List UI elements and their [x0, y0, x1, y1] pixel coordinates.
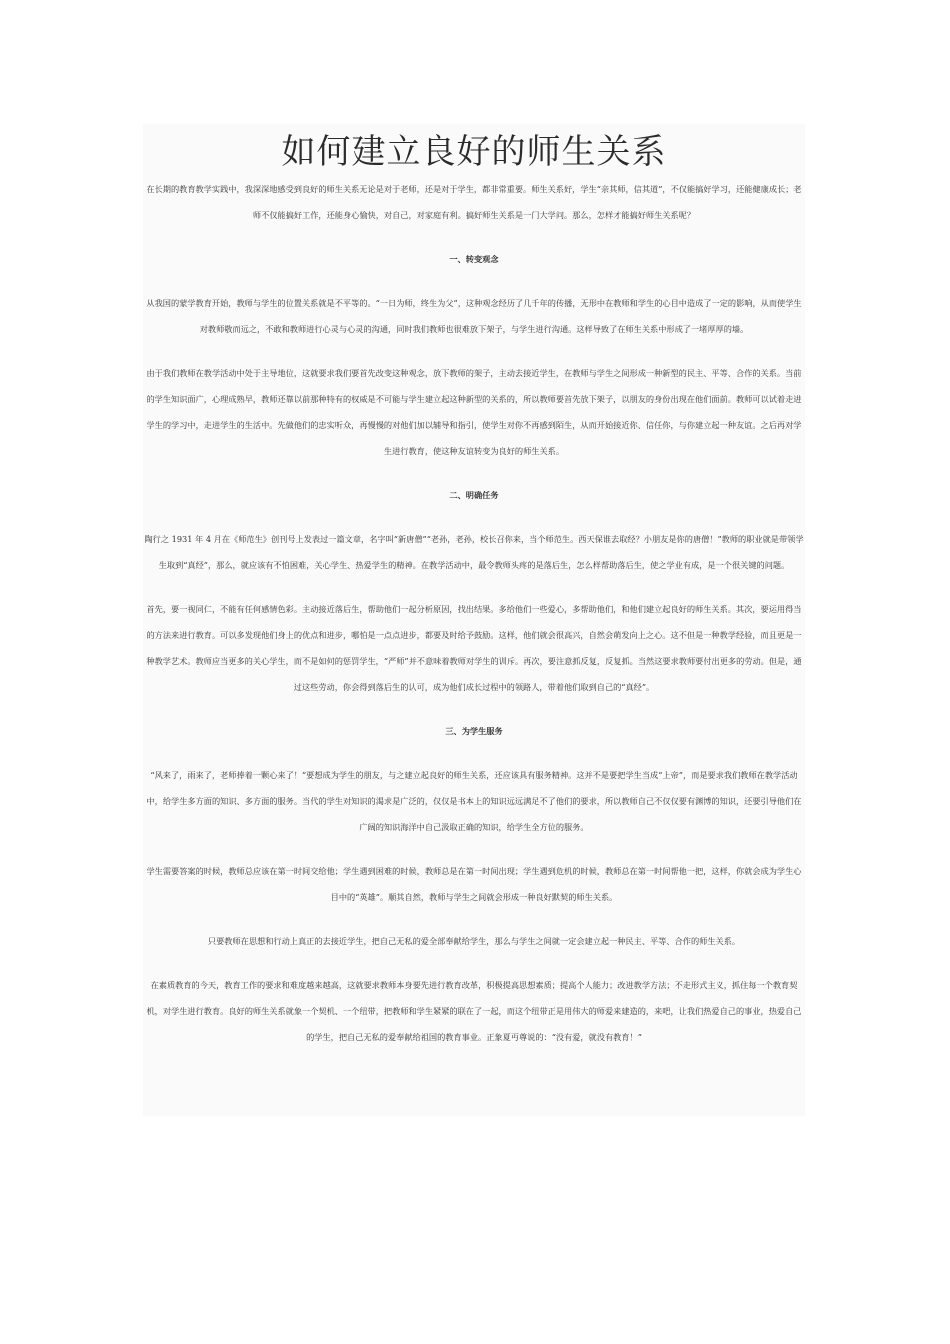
section-3-paragraph-2: 学生需要答案的时候，教师总应该在第一时间交给他；学生遇到困难的时候，教师总是在第一时间出现；学生遇到危机的时候，教师总在第一时间帮他一把，这样，你就会成为学生心目中的“英雄”。顺其自然，教师与学生之间就会形成一种良好默契的师生关系。: [146, 866, 802, 902]
section-3-paragraph-1: “风来了，雨来了，老师捧着一颗心来了！”要想成为学生的朋友，与之建立起良好的师生关系，还应该具有服务精神。这并不是要把学生当成“上帝”，而是要求我们教师在教学活动中，给学生多方面的知识、多方面的服务。当代的学生对知识的渴求是广泛的，仅仅是书本上的知识远远满足不了他们的要求，所以教师自己不仅仅要有渊博的知识，还要引导他们在广阔的知识海洋中自己汲取正确的知识，给学生全方位的服务。: [146, 770, 802, 832]
section-1-paragraph-1: 从我国的蒙学教育开始，教师与学生的位置关系就是不平等的。“一日为师，终生为父”，这种观念经历了几千年的传播，无形中在教师和学生的心目中造成了一定的影响，从而使学生对教师敬而远之，不敢和教师进行心灵与心灵的沟通，同时我们教师也很难放下架子，与学生进行沟通。这样导致了在师生关系中形成了一堵厚厚的墙。: [146, 298, 802, 334]
intro-paragraph: 在长期的教育教学实践中，我深深地感受到良好的师生关系无论是对于老师，还是对于学生，都非常重要。师生关系好，学生“亲其师，信其道”，不仅能搞好学习，还能健康成长；老师不仅能搞好工作，还能身心愉快，对自己，对家庭有利。搞好师生关系是一门大学问。那么，怎样才能搞好师生关系呢？: [146, 184, 802, 220]
section-3-paragraph-3: 只要教师在思想和行动上真正的去接近学生，把自己无私的爱全部奉献给学生，那么与学生之间就一定会建立起一种民主、平等、合作的师生关系。: [207, 936, 741, 946]
section-2-paragraph-2: 首先，要一视同仁，不能有任何感情色彩。主动接近落后生，帮助他们一起分析原因，找出结果。多给他们一些爱心，多帮助他们，和他们建立起良好的师生关系。其次，要运用得当的方法来进行教育。可以多发现他们身上的优点和进步，哪怕是一点点进步，都要及时给予鼓励。这样，他们就会很高兴，自然会萌发向上之心。这不但是一种教学经验，而且更是一种教学艺术。教师应当更多的关心学生，而不是如何的惩罚学生，“严师”并不意味着教师对学生的训斥。再次，要注意抓反复，反复抓。当然这要求教师要付出更多的劳动。但是，通过这些劳动，你会得到落后生的认可，成为他们成长过程中的领路人，带着他们取到自己的“真经”。: [146, 604, 802, 692]
section-heading-2: 二、明确任务: [449, 490, 499, 500]
document-page: [143, 124, 805, 1116]
section-heading-1: 一、转变观念: [449, 254, 499, 264]
section-2-paragraph-1: 陶行之 1931 年 4 月在《师范生》创刊号上发表过一篇文章，名字叫“新唐僧”“老孙，老孙，校长召你来，当个师范生。西天保谁去取经？小朋友是你的唐僧！”教师的职业就是带领学生取到“真经”，那么，就应该有不怕困难，关心学生、热爱学生的精神。在教学活动中，最令教师头疼的是落后生，怎么样帮助落后生，使之学业有成，是一个很关键的问题。: [144, 534, 804, 570]
section-1-paragraph-2: 由于我们教师在教学活动中处于主导地位，这就要求我们要首先改变这种观念，放下教师的架子，主动去接近学生，在教师与学生之间形成一种新型的民主、平等、合作的关系。当前的学生知识面广，心理成熟早，教师还靠以前那种特有的权威是不可能与学生建立起这种新型的关系的，所以教师要首先放下架子，以朋友的身份出现在他们面前。教师可以试着走进学生的学习中，走进学生的生活中。先做他们的忠实听众，再慢慢的对他们加以辅导和指引，使学生对你不再感到陌生，从而开始接近你、信任你，与你建立起一种友谊。之后再对学生进行教育，使这种友谊转变为良好的师生关系。: [146, 368, 802, 456]
page-title: 如何建立良好的师生关系: [281, 132, 667, 172]
section-heading-3: 三、为学生服务: [445, 726, 503, 736]
section-3-paragraph-4: 在素质教育的今天，教育工作的要求和难度越来越高，这就要求教师本身要先进行教育改革，积极提高思想素质；提高个人能力；改进教学方法；不走形式主义，抓住每一个教育契机，对学生进行教育。良好的师生关系就象一个契机、一个纽带，把教师和学生紧紧的联在了一起，而这个纽带正是用伟大的师爱来建造的，来吧，让我们热爱自己的事业，热爱自己的学生，把自己无私的爱奉献给祖国的教育事业。正象夏丏尊说的：“没有爱，就没有教育！”: [146, 980, 802, 1042]
